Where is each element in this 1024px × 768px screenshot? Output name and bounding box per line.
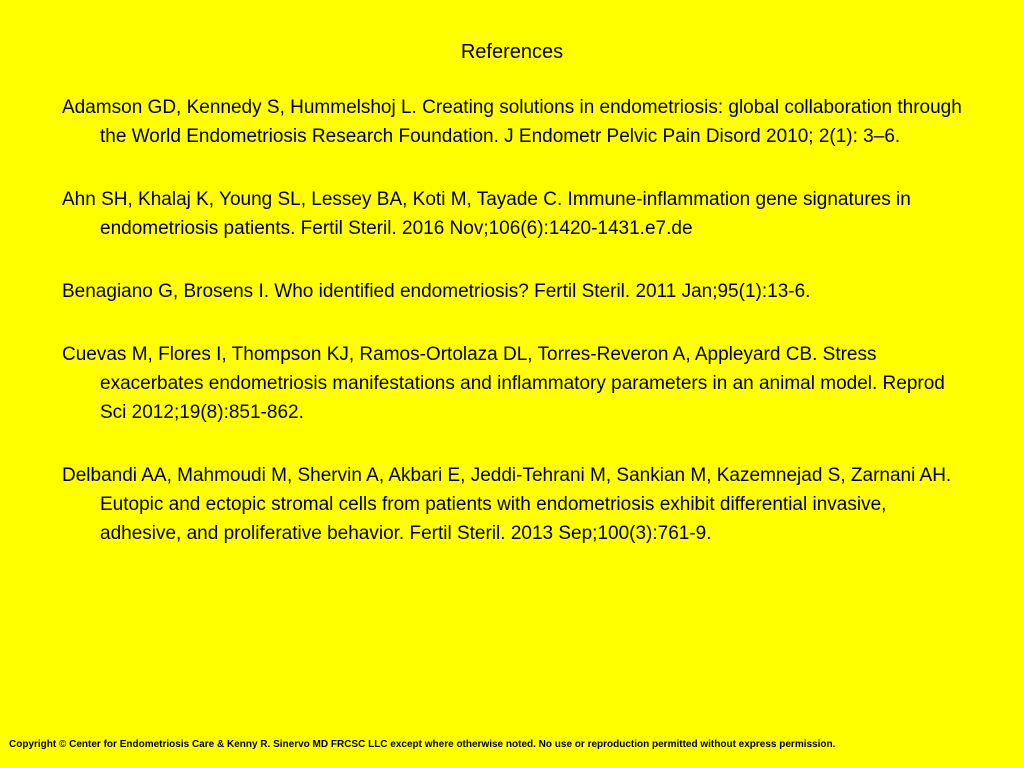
reference-item: Ahn SH, Khalaj K, Young SL, Lessey BA, Koti M, Tayade C. Immune-inflammation gene signatures in endometriosis patients. Fertil Steril. 2016 Nov;106(6):1420-1431.e7.de: [62, 189, 911, 239]
references-list: [62, 93, 967, 582]
slide-title: References: [460, 41, 564, 63]
copyright-footer: Copyright © Center for Endometriosis Care & Kenny R. Sinervo MD FRCSC LLC except where otherwise noted. No use or reproduction permitted without express permission.: [9, 739, 836, 750]
reference-item: Adamson GD, Kennedy S, Hummelshoj L. Creating solutions in endometriosis: global collaboration through the World Endometriosis Research Foundation. J Endometr Pelvic Pain Disord 2010; 2(1): 3–6.: [62, 97, 962, 147]
reference-item: Cuevas M, Flores I, Thompson KJ, Ramos-Ortolaza DL, Torres-Reveron A, Appleyard CB. Stress exacerbates endometriosis manifestations and inflammatory parameters in an animal model. Reprod Sci 2012;19(8):851-862.: [62, 344, 945, 423]
reference-item: Benagiano G, Brosens I. Who identified endometriosis? Fertil Steril. 2011 Jan;95(1):13-6.: [62, 281, 811, 302]
reference-item: Delbandi AA, Mahmoudi M, Shervin A, Akbari E, Jeddi-Tehrani M, Sankian M, Kazemnejad S, Zarnani AH. Eutopic and ectopic stromal cells from patients with endometriosis exhibit differential invasive, adhesive, and proliferative behavior. Fertil Steril. 2013 Sep;100(3):761-9.: [62, 465, 952, 544]
